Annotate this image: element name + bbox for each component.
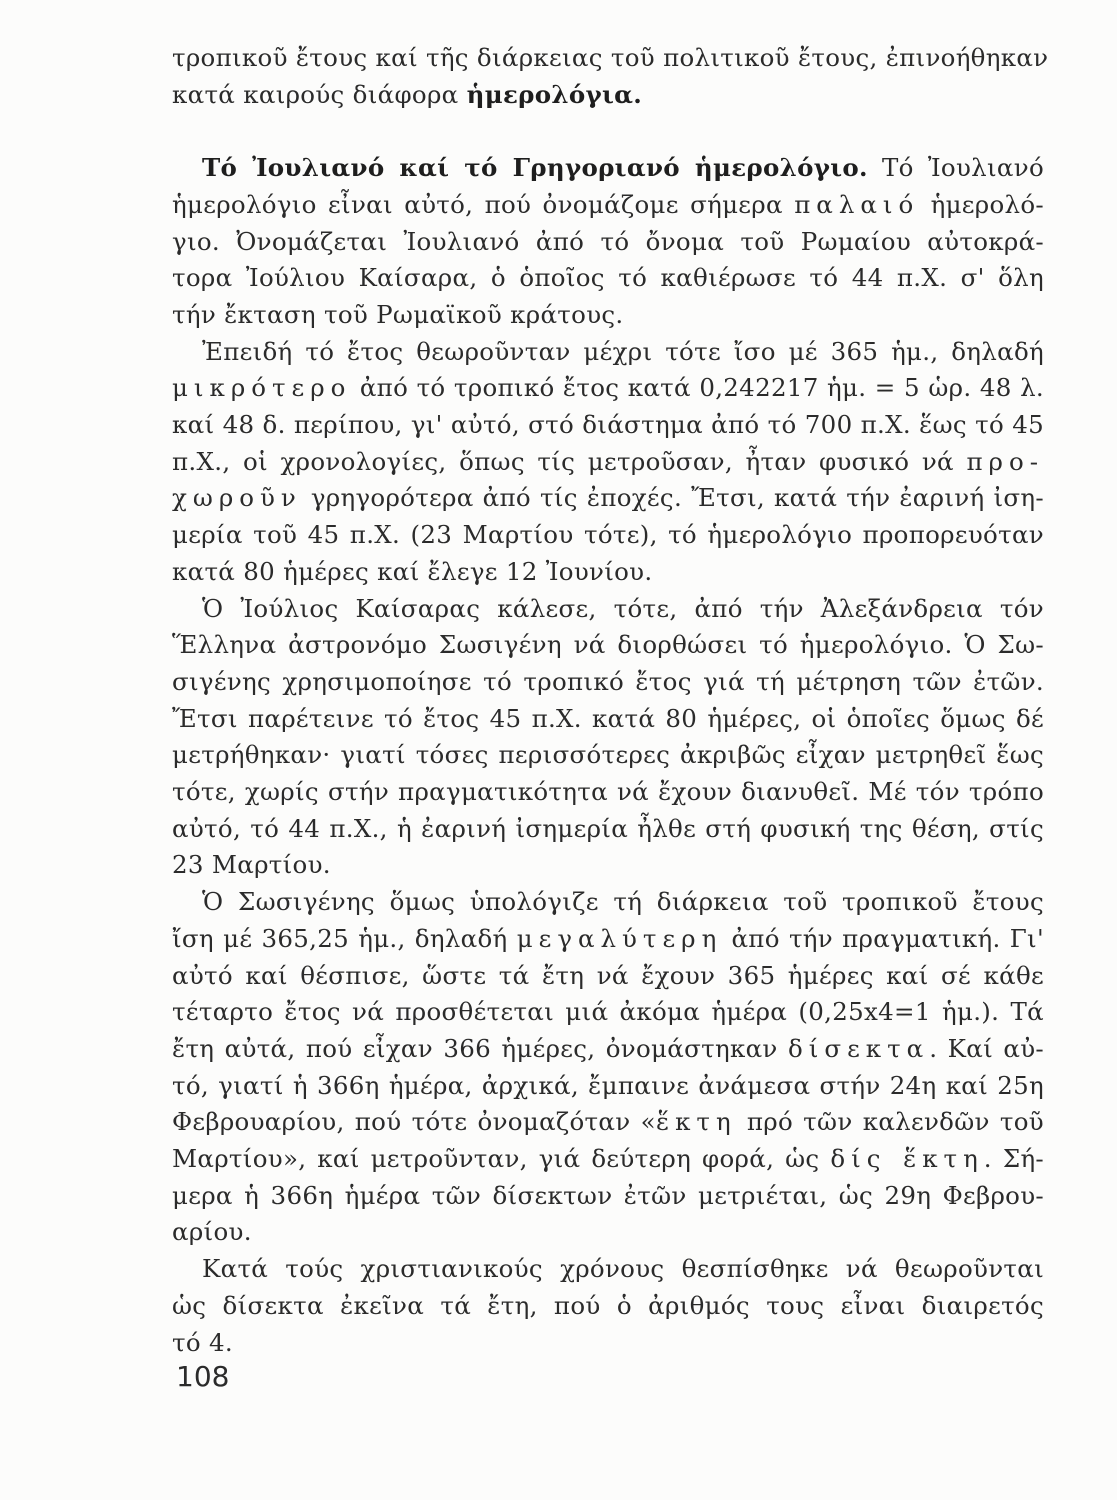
text-line: τήν ἔκταση τοῦ Ρωμαϊκοῦ κράτους. (172, 299, 624, 329)
text-line: Ὁ Ἰούλιος Καίσαρας κάλεσε, τότε, ἀπό τήν Ἀλεξάνδρεια τόν (202, 593, 1044, 623)
text-line: μερα ἡ 366η ἡμέρα τῶν δίσεκτων ἐτῶν μετριέται, ὡς 29η Φεβρου- (172, 1180, 1044, 1210)
text-line: κατά καιρούς διάφορα ἡμερολόγια. (172, 79, 643, 109)
text-line: τορα Ἰούλιου Καίσαρα, ὁ ὁποῖος τό καθιέρωσε τό 44 π.Χ. σ' ὅλη (172, 263, 1044, 293)
text-line: σιγένης χρησιμοποίησε τό τροπικό ἔτος γιά τή μέτρηση τῶν ἐτῶν. (172, 666, 1044, 696)
text-line: Ἕλληνα ἀστρονόμο Σωσιγένη νά διορθώσει τό ἡμερολόγιο. Ὁ Σω- (172, 630, 1044, 660)
paragraph-gap (172, 113, 1044, 150)
text-line: ἴση μέ 365,25 ἡμ., δηλαδή μεγαλύτερη ἀπό τήν πραγματική. Γι' (172, 923, 1044, 953)
text-line: μικρότερο ἀπό τό τροπικό ἔτος κατά 0,242217 ἡμ. = 5 ὡρ. 48 λ. (172, 373, 1044, 403)
spaced-term: δίς ἕκτη (830, 1144, 984, 1174)
spaced-term: χωροῦν (172, 483, 302, 513)
text-line: τό, γιατί ἡ 366η ἡμέρα, ἀρχικά, ἔμπαινε ἀνάμεσα στήν 24η καί 25η (172, 1070, 1044, 1100)
spaced-term: ἕκτη (655, 1107, 737, 1137)
spaced-term: προ- (966, 446, 1044, 476)
text-line: καί 48 δ. περίπου, γι' αὐτό, στό διάστημα ἀπό τό 700 π.Χ. ἕως τό 45 (172, 410, 1044, 440)
text-line: αὐτό καί θέσπισε, ὥστε τά ἔτη νά ἔχουν 365 ἡμέρες καί σέ κάθε (172, 960, 1044, 990)
text-line: π.Χ., οἱ χρονολογίες, ὅπως τίς μετροῦσαν, ἦταν φυσικό νά προ- (172, 446, 1044, 476)
page-number: 108 (176, 1360, 230, 1393)
text-line: 23 Μαρτίου. (172, 850, 331, 880)
text-line: μετρήθηκαν· γιατί τόσες περισσότερες ἀκριβῶς εἶχαν μετρηθεῖ ἕως (172, 740, 1044, 770)
text-line: αὐτό, τό 44 π.Χ., ἡ ἐαρινή ἰσημερία ἦλθε στή φυσική της θέση, στίς (172, 813, 1044, 843)
text-line: τό 4. (172, 1327, 233, 1357)
text-line: κατά 80 ἡμέρες καί ἔλεγε 12 Ἰουνίου. (172, 556, 653, 586)
text-line: ὡς δίσεκτα ἐκεῖνα τά ἔτη, πού ὁ ἀριθμός τους εἶναι διαιρετός (172, 1290, 1044, 1320)
spaced-term: δίσεκτα (788, 1033, 930, 1063)
text-line: τροπικοῦ ἔτους καί τῆς διάρκειας τοῦ πολιτικοῦ ἔτους, ἐπινοήθηκαν (172, 43, 1049, 72)
text-line: γιο. Ὀνομάζεται Ἰουλιανό ἀπό τό ὄνομα τοῦ Ρωμαίου αὐτοκρά- (172, 226, 1044, 256)
spaced-term: μικρότερο (172, 373, 352, 403)
section-heading: Τό Ἰουλιανό καί τό Γρηγοριανό ἡμερολόγιο. Τό Ἰουλιανό (202, 153, 1044, 183)
spaced-term: παλαιό (794, 189, 920, 219)
text-line: Φεβρουαρίου, πού τότε ὀνομαζόταν «ἕκτη πρό τῶν καλενδῶν τοῦ (172, 1107, 1044, 1137)
text-line: Μαρτίου», καί μετροῦνταν, γιά δεύτερη φορά, ὡς δίς ἕκτη. Σή- (172, 1144, 1045, 1174)
text-line: Κατά τούς χριστιανικούς χρόνους θεσπίσθηκε νά θεωροῦνται (202, 1254, 1044, 1284)
text-line: Ὁ Σωσιγένης ὅμως ὑπολόγιζε τή διάρκεια τοῦ τροπικοῦ ἔτους (202, 887, 1044, 917)
bold-term: ἡμερολόγια. (466, 79, 643, 109)
body-text (172, 40, 1049, 1361)
text-line: μερία τοῦ 45 π.Χ. (23 Μαρτίου τότε), τό ἡμερολόγιο προπορευόταν (172, 520, 1044, 550)
text-line: ἔτη αὐτά, πού εἶχαν 366 ἡμέρες, ὀνομάστηκαν δίσεκτα. Καί αὐ- (172, 1033, 1044, 1063)
spaced-term: μεγαλύτερη (516, 923, 723, 953)
text-line: αρίου. (172, 1217, 252, 1247)
text-line: χωροῦν γρηγορότερα ἀπό τίς ἐποχές. Ἔτσι, κατά τήν ἐαρινή ἰση- (172, 483, 1044, 513)
text-line: ἡμερολόγιο εἶναι αὐτό, πού ὀνομάζομε σήμερα παλαιό ἡμερολό- (172, 189, 1044, 219)
text-line: Ἔτσι παρέτεινε τό ἔτος 45 π.Χ. κατά 80 ἡμέρες, οἱ ὁποῖες ὅμως δέ (172, 703, 1044, 733)
text-line: Ἐπειδή τό ἔτος θεωροῦνταν μέχρι τότε ἴσο μέ 365 ἡμ., δηλαδή (202, 336, 1044, 366)
text-line: τότε, χωρίς στήν πραγματικότητα νά ἔχουν διανυθεῖ. Μέ τόν τρόπο (172, 777, 1044, 807)
text-line: τέταρτο ἔτος νά προσθέτεται μιά ἀκόμα ἡμέρα (0,25x4=1 ἡμ.). Τά (172, 997, 1044, 1027)
